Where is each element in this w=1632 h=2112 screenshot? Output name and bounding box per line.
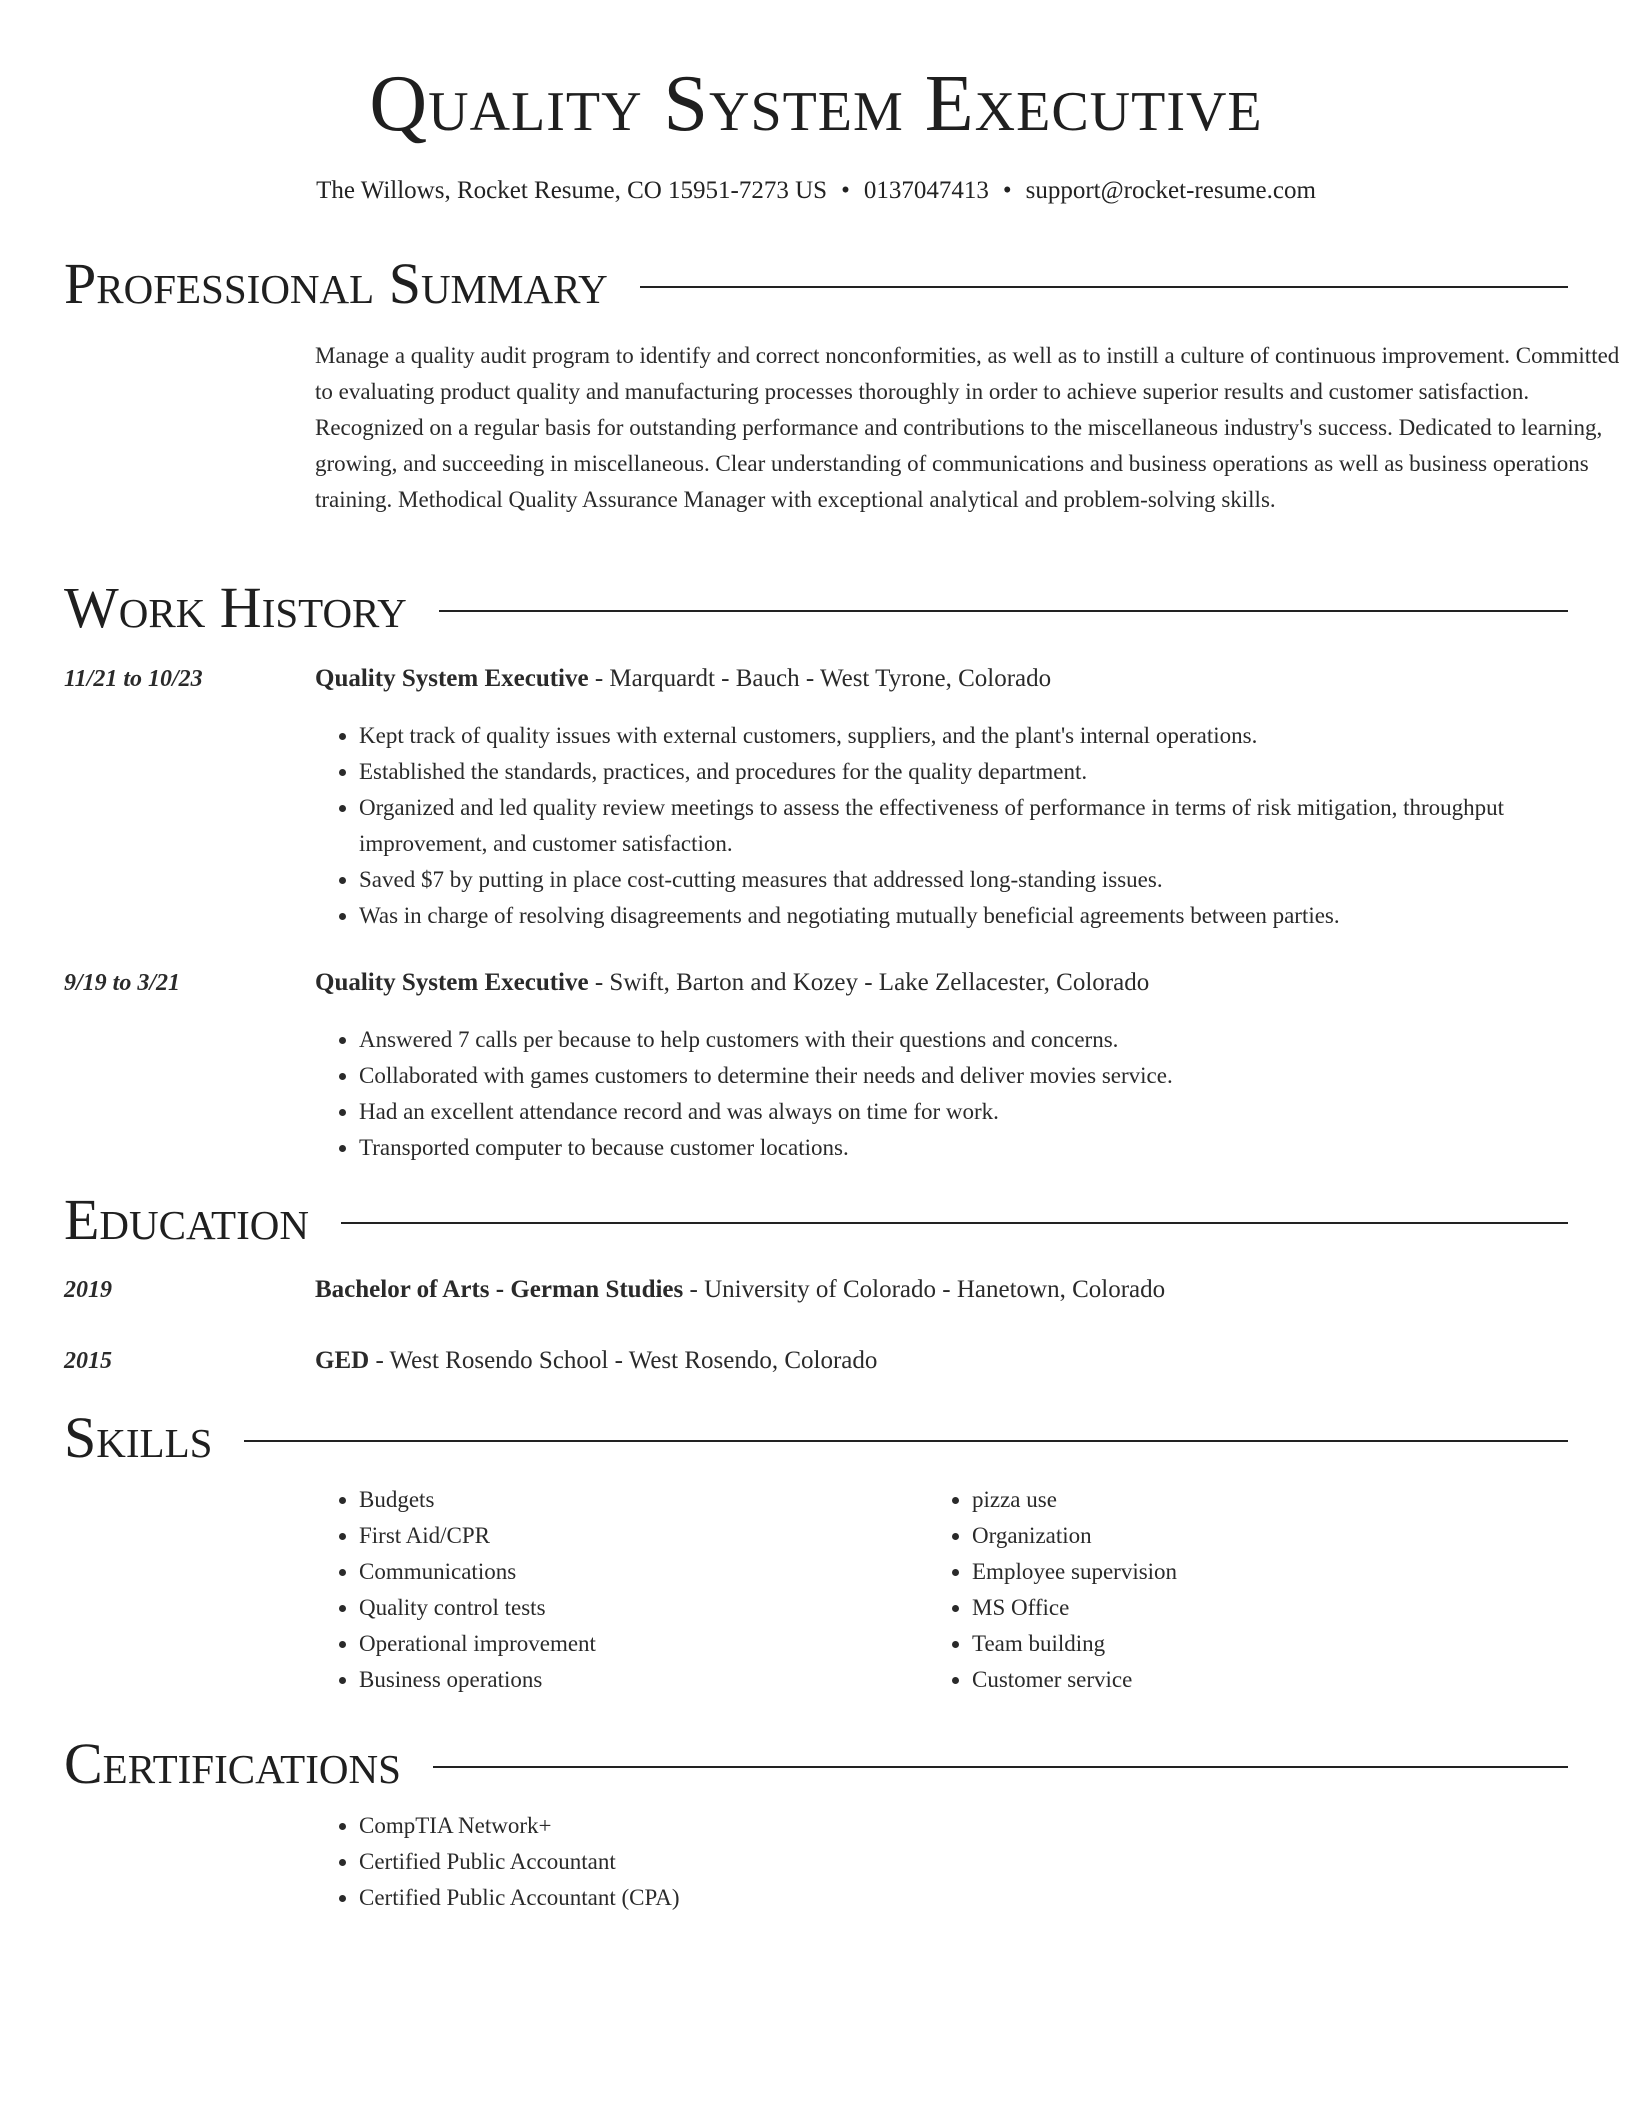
contact-phone: 0137047413: [863, 177, 989, 204]
summary-text: Manage a quality audit program to identify and correct nonconformities, as well as to instill a culture of continuous improvement. Committed to evaluating product quality and manufacturing processes thoroughly in order to achieve superior results and customer satisfaction. Recognized on a regular basis for outstanding performance and contributions to the miscellaneous industry's success. Dedicated to learning, growing, and succeeding in miscellaneous. Clear understanding of communications and business operations as well as business operations training. Methodical Quality Assurance Manager with exceptional analytical and problem-solving skills.: [315, 343, 1620, 512]
skill-item: • Business operations: [359, 1662, 899, 1698]
school-details: - West Rosendo School - West Rosendo, Colorado: [369, 1347, 878, 1374]
certifications-list: [315, 1808, 1259, 1916]
skill-item: • pizza use: [972, 1482, 1512, 1518]
job-dates: 11/21 to 10/23: [64, 666, 203, 692]
list-item: • Had an excellent attendance record and was always on time for work.: [359, 1094, 1579, 1130]
contact-line: [64, 176, 1568, 206]
contact-separator: •: [841, 177, 850, 204]
list-item: • Established the standards, practices, and procedures for the quality department.: [359, 754, 1579, 790]
education-heading: [315, 1346, 877, 1376]
job-title: Quality System Executive: [315, 665, 589, 692]
degree-name: GED: [315, 1347, 370, 1374]
certifications-section-header: [64, 1731, 1568, 1796]
section-divider: [640, 286, 1568, 288]
skills-list-right: [928, 1482, 1512, 1698]
section-title: Skills: [64, 1405, 213, 1470]
job-heading: [315, 968, 1149, 998]
certification-item: • Certified Public Accountant (CPA): [359, 1880, 1259, 1916]
job-dates: 9/19 to 3/21: [64, 970, 181, 996]
contact-separator: •: [1002, 177, 1012, 204]
contact-email: support@rocket-resume.com: [1025, 177, 1316, 204]
school-details: - University of Colorado - Hanetown, Colorado: [683, 1276, 1166, 1303]
section-title: Education: [64, 1187, 309, 1252]
skill-item: • Team building: [972, 1626, 1512, 1662]
section-divider: [433, 1766, 1568, 1768]
skill-item: • Communications: [359, 1554, 899, 1590]
education-heading: [315, 1275, 1165, 1305]
job-heading: [315, 664, 1051, 694]
skill-item: • Employee supervision: [972, 1554, 1512, 1590]
education-section-header: [64, 1187, 1568, 1252]
list-item: • Was in charge of resolving disagreements and negotiating mutually beneficial agreements between parties.: [359, 898, 1579, 934]
skill-item: • First Aid/CPR: [359, 1518, 899, 1554]
candidate-name: Quality System Executive: [369, 60, 1263, 148]
section-title: Certifications: [64, 1731, 401, 1796]
section-title: Work History: [64, 575, 407, 640]
skill-item: • Quality control tests: [359, 1590, 899, 1626]
job-responsibilities: [315, 1022, 1579, 1166]
skill-item: • Operational improvement: [359, 1626, 899, 1662]
list-item: • Saved $7 by putting in place cost-cutting measures that addressed long-standing issues.: [359, 862, 1579, 898]
skills-list-left: [315, 1482, 899, 1698]
skills-section-header: [64, 1405, 1568, 1470]
section-title: Professional Summary: [64, 251, 608, 316]
education-year: 2019: [64, 1277, 112, 1303]
skill-item: • MS Office: [972, 1590, 1512, 1626]
summary-section-header: [64, 251, 1568, 316]
job-title: Quality System Executive: [315, 969, 589, 996]
job-responsibilities: [315, 718, 1579, 934]
certification-item: • CompTIA Network+: [359, 1808, 1259, 1844]
section-divider: [439, 610, 1568, 612]
skill-item: • Organization: [972, 1518, 1512, 1554]
education-year: 2015: [64, 1348, 112, 1374]
section-divider: [341, 1222, 1568, 1224]
list-item: • Kept track of quality issues with external customers, suppliers, and the plant's internal operations.: [359, 718, 1579, 754]
certification-item: • Certified Public Accountant: [359, 1844, 1259, 1880]
list-item: • Organized and led quality review meetings to assess the effectiveness of performance in terms of risk mitigation, throughput improvement, and customer satisfaction.: [359, 790, 1579, 862]
degree-name: Bachelor of Arts - German Studies: [315, 1276, 684, 1303]
job-employer: - Marquardt - Bauch - West Tyrone, Colorado: [588, 665, 1052, 692]
skill-item: • Customer service: [972, 1662, 1512, 1698]
work-section-header: [64, 575, 1568, 640]
list-item: • Answered 7 calls per because to help customers with their questions and concerns.: [359, 1022, 1579, 1058]
job-employer: - Swift, Barton and Kozey - Lake Zellacester, Colorado: [588, 969, 1150, 996]
skill-item: • Budgets: [359, 1482, 899, 1518]
list-item: • Transported computer to because customer locations.: [359, 1130, 1579, 1166]
list-item: • Collaborated with games customers to determine their needs and deliver movies service.: [359, 1058, 1579, 1094]
contact-address: The Willows, Rocket Resume, CO 15951-7273 US: [316, 177, 828, 204]
section-divider: [244, 1440, 1568, 1442]
